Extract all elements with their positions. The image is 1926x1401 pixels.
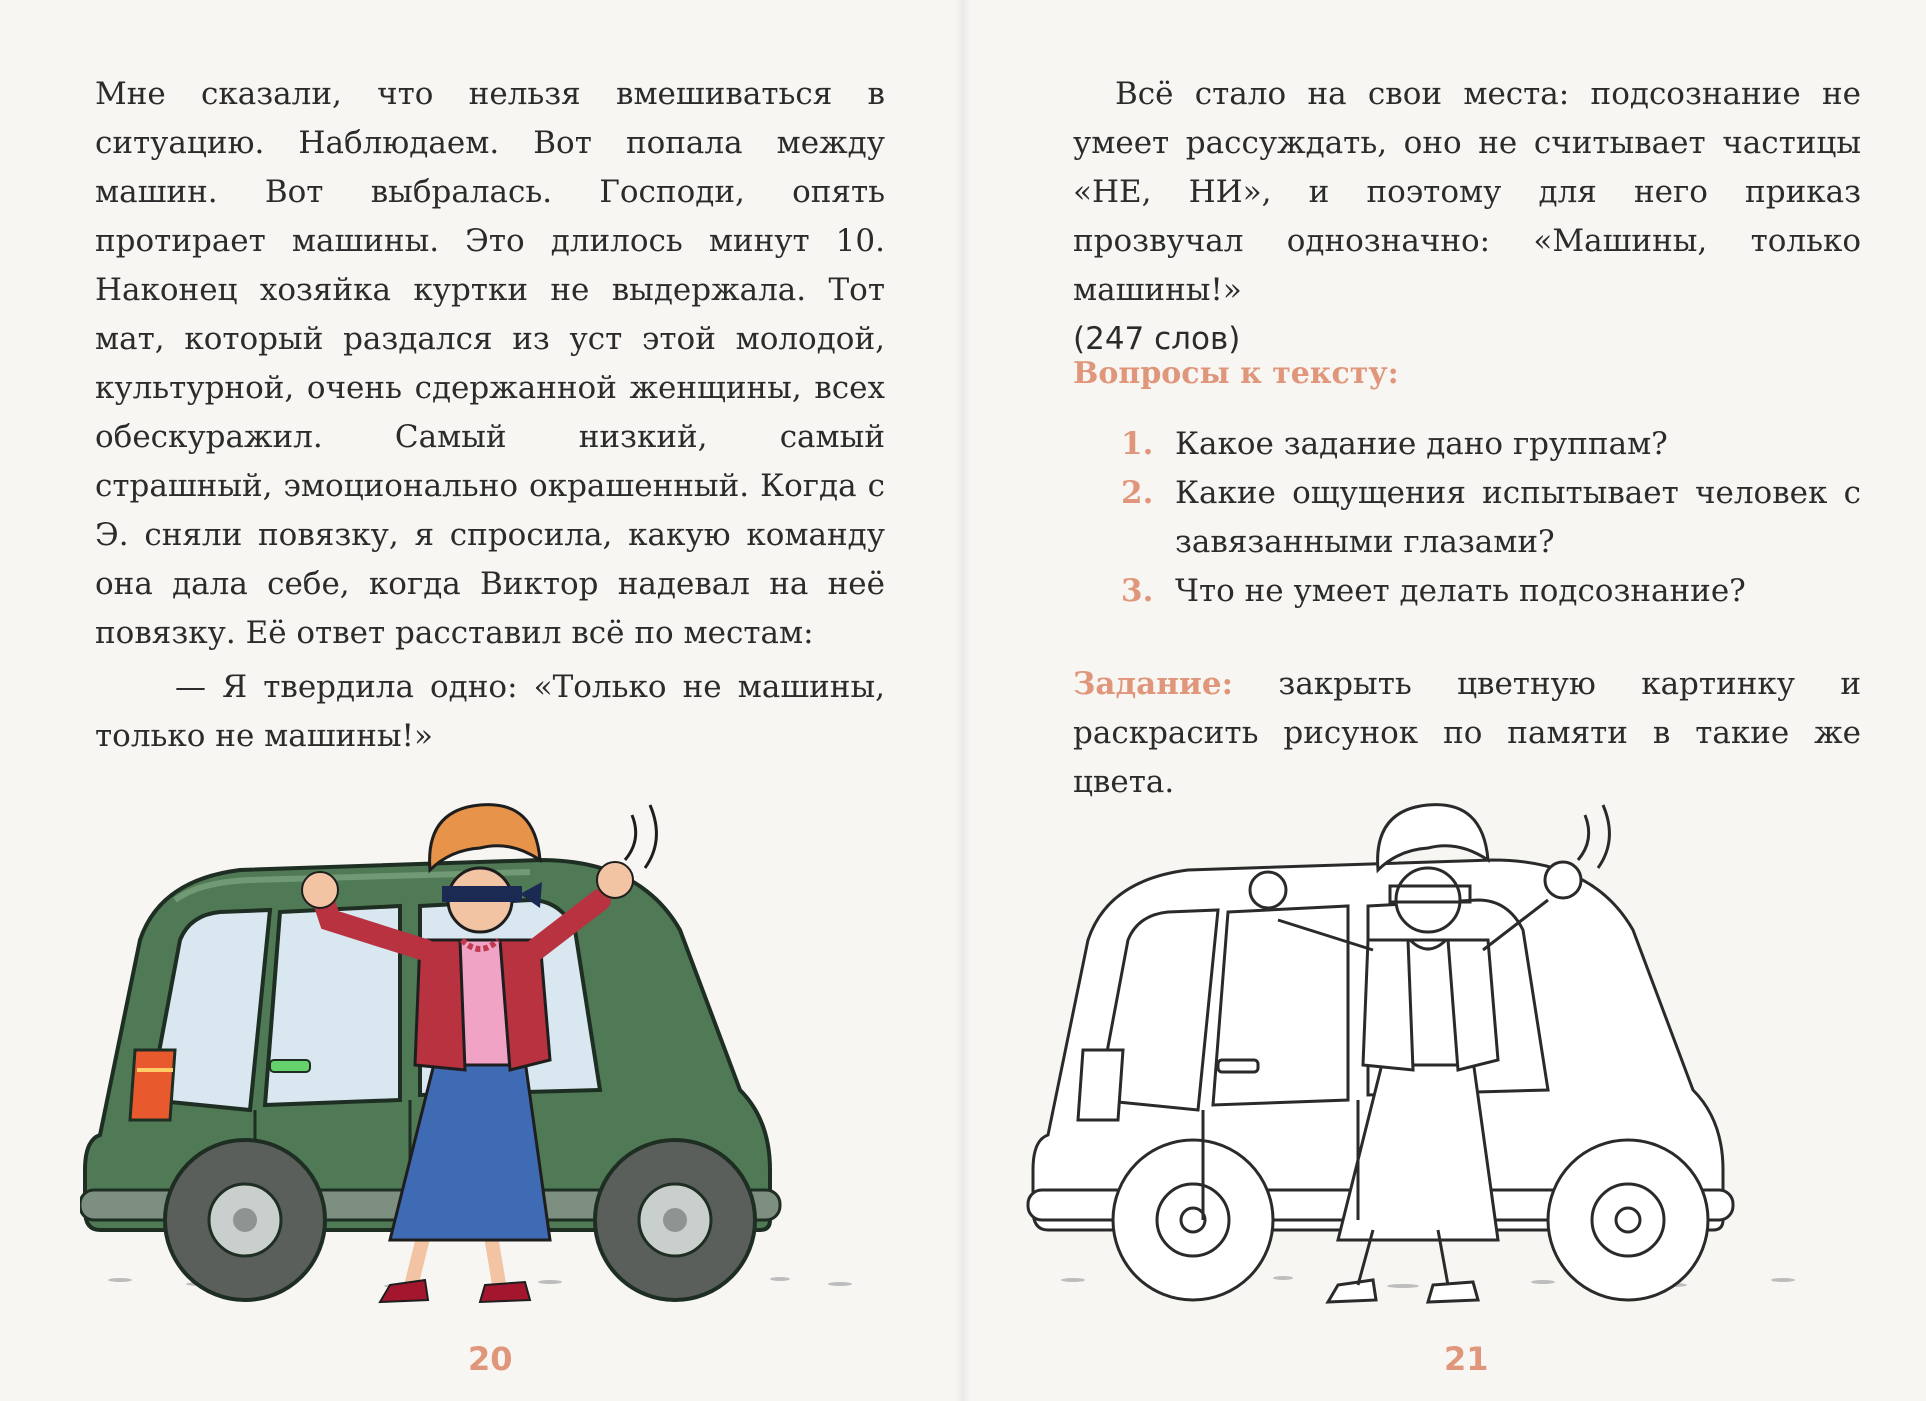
questions-heading: Вопросы к тексту: bbox=[1073, 356, 1399, 391]
question-text: Какие ощущения испытывает человек с завязанными глазами? bbox=[1175, 475, 1861, 560]
left-paragraph: Мне сказали, что нельзя вмешиваться в ситуацию. Наблюдаем. Вот попала между машин. Вот выбралась. Господи, опять протирает машины. Это длилось минут 10. Наконец хозяйка куртки не выдержала. Тот мат, который раздался из уст этой молодой, культурной, очень сдержанной женщины, всех обескуражил. Самый низкий, самый страшный, эмоционально окрашенный. Когда с Э. сняли повязку, я спросила, какую команду она дала себе, когда Виктор надевал на неё повязку. Её ответ расставил всё по местам: bbox=[95, 76, 885, 651]
question-item bbox=[1073, 567, 1861, 616]
question-item bbox=[1073, 469, 1861, 567]
question-item bbox=[1073, 420, 1861, 469]
dialog-line: — Я твердила одно: «Только не машины, только не машины!» bbox=[95, 669, 885, 754]
task-label: Задание: bbox=[1073, 666, 1234, 702]
page-number-right: 21 bbox=[1444, 1340, 1489, 1378]
right-paragraph-text: Всё стало на свои места: подсознание не умеет рассуждать, оно не считывает частицы «НЕ, НИ», и поэтому для него приказ прозвучал однозначно: «Машины, только машины!» bbox=[1073, 76, 1861, 308]
questions-list bbox=[1073, 420, 1861, 616]
task-text: закрыть цветную картинку и раскрасить рисунок по памяти в такие же цвета. bbox=[1073, 666, 1861, 800]
word-count: (247 слов) bbox=[1073, 321, 1241, 357]
question-number: 3. bbox=[1121, 573, 1154, 609]
question-number: 2. bbox=[1121, 475, 1154, 511]
question-text: Какое задание дано группам? bbox=[1175, 426, 1668, 462]
question-text: Что не умеет делать подсознание? bbox=[1175, 573, 1746, 609]
task-paragraph bbox=[1073, 660, 1861, 807]
colored-illustration bbox=[80, 790, 880, 1310]
coloring-illustration bbox=[1023, 790, 1833, 1310]
page-number-left: 20 bbox=[468, 1340, 513, 1378]
right-page bbox=[963, 0, 1926, 1401]
right-paragraph bbox=[1073, 70, 1861, 364]
question-number: 1. bbox=[1121, 426, 1154, 462]
